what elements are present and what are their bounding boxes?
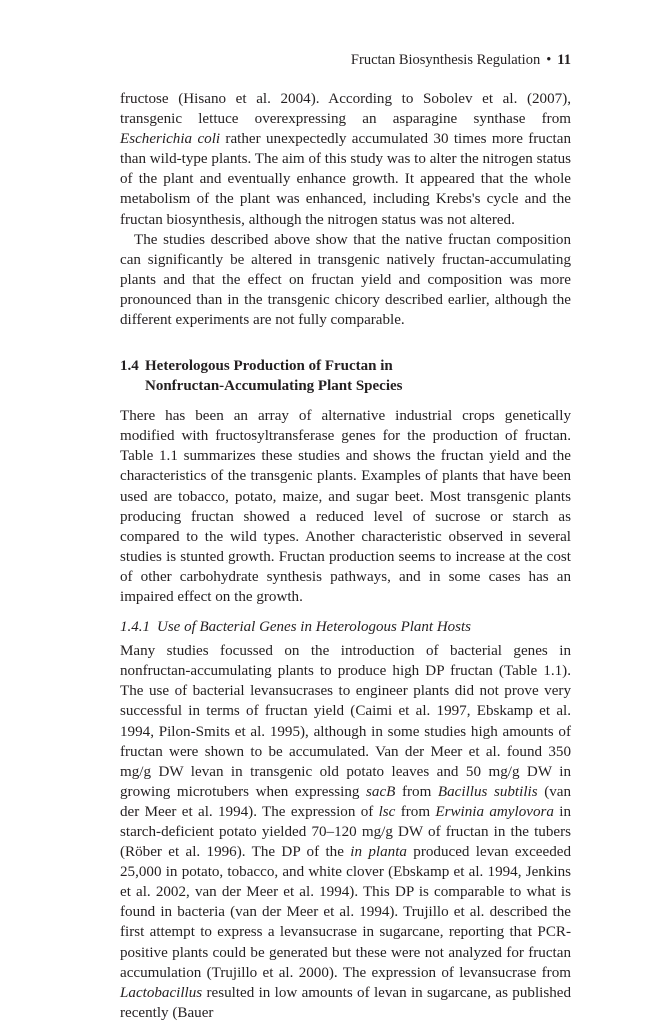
section-number: 1.4 xyxy=(120,358,139,375)
italic-term: Lactobacillus xyxy=(120,984,203,1001)
italic-term: sacB xyxy=(366,783,396,800)
paragraph xyxy=(120,230,571,330)
subsection-number: 1.4.1 xyxy=(120,619,150,636)
paragraph xyxy=(120,406,571,607)
section-title xyxy=(145,356,403,396)
page-number: 11 xyxy=(557,52,571,68)
italic-term: Escherichia coli xyxy=(120,131,221,148)
subsection-title: Use of Bacterial Genes in Heterologous Plant Hosts xyxy=(157,619,471,636)
text-run: from xyxy=(395,803,436,820)
paragraph xyxy=(120,641,571,1023)
section-title-line: Heterologous Production of Fructan in xyxy=(145,358,393,375)
text-run: (van der Meer et al. 1994). The expression of xyxy=(120,783,572,820)
running-head xyxy=(351,52,571,69)
paragraph xyxy=(120,89,571,230)
text-run: Many studies focussed on the introduction of bacterial genes in nonfructan-accumulating plants to produce high DP fructan (Table 1.1). The use of bacterial levansucrases to engineer plants did not prove very successful in terms of fructan yield (Caimi et al. 1997, Ebskamp et al. 1994, Pilon-Smits et al. 1995), although in some studies high amounts of fructan were shown to be accumulated. Van der Meer et al. found 350 mg/g DW levan in transgenic old potato leaves and 50 mg/g DW in growing microtubers when expressing xyxy=(120,643,571,800)
italic-term: in planta xyxy=(350,844,407,861)
italic-term: lsc xyxy=(378,803,396,820)
text-run: resulted in low amounts of levan in sugarcane, as published recently (Bauer xyxy=(120,984,571,1021)
text-run: in starch-deficient potato yielded 70–120 mg/g DW of fructan in the tubers (Röber et al. 1996). The DP of the xyxy=(120,803,571,861)
body-text xyxy=(120,89,571,1023)
text-run: from xyxy=(395,783,438,800)
italic-term: Bacillus subtilis xyxy=(437,783,538,800)
header-separator: • xyxy=(546,52,552,68)
text-run: rather unexpectedly accumulated 30 times more fructan than wild-type plants. The aim of this study was to alter the nitrogen status of the plant and eventually enhance growth. It appeared that the whole metabolism of the plant was enhanced, including Krebs's cycle and the fructan biosynthesis, although the nitrogen status was not altered. xyxy=(120,131,571,228)
subsection-heading xyxy=(120,617,571,637)
text-run: produced levan exceeded 25,000 in potato, tobacco, and white clover (Ebskamp et al. 1994, Jenkins et al. 2002, van der Meer et al. 1994). This DP is comparable to what is found in bacteria (van der Meer et al. 1994). Trujillo et al. described the first attempt to express a levansucrase in sugarcane, reporting that PCR-positive plants could be generated but these were not analyzed for fructan accumulation (Trujillo et al. 2000). The expression of levansucrase from xyxy=(120,844,571,981)
section-heading xyxy=(120,356,571,396)
text-run: fructose (Hisano et al. 2004). According to Sobolev et al. (2007), transgenic lettuce overexpressing an asparagine synthase from xyxy=(120,91,571,128)
text-run: There has been an array of alternative industrial crops genetically modified with fructosyltransferase genes for the production of fructan. Table 1.1 summarizes these studies and shows the fructan yield and the characteristics of the transgenic plants. Examples of plants that have been used are tobacco, potato, maize, and sugar beet. Most transgenic plants producing fructan showed a reduced level of sucrose or starch as compared to the wild types. Another characteristic observed in several studies is stunted growth. Fructan production seems to increase at the cost of other carbohydrate synthesis pathways, and in some cases has an impaired effect on the growth. xyxy=(120,408,571,605)
italic-term: Erwinia amylovora xyxy=(435,803,554,820)
text-run: The studies described above show that the native fructan composition can significantly be altered in transgenic natively fructan-accumulating plants and that the effect on fructan yield and composition was more pronounced than in the transgenic chicory described earlier, although the different experiments are not fully comparable. xyxy=(120,231,571,329)
running-title: Fructan Biosynthesis Regulation xyxy=(350,52,541,68)
section-title-line: Nonfructan-Accumulating Plant Species xyxy=(145,378,403,395)
